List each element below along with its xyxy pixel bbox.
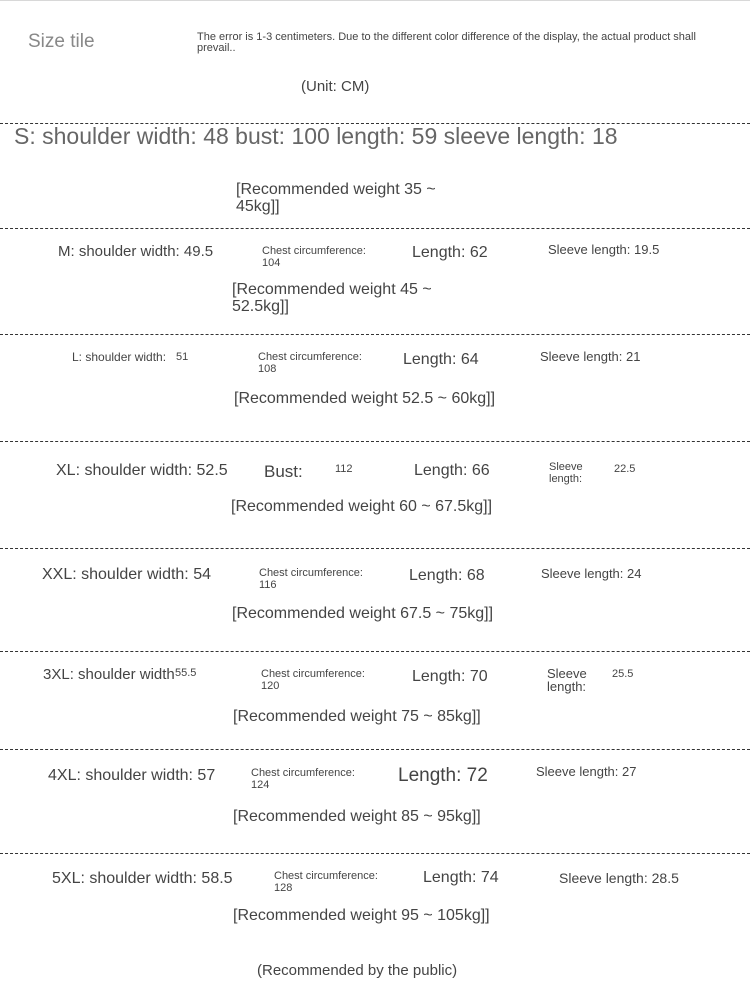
- size-xl-bust-value: 112: [335, 463, 353, 475]
- size-4xl-recommended-weight: [Recommended weight 85 ~ 95kg]]: [233, 808, 481, 825]
- size-3xl-chest-value: 120: [261, 680, 280, 692]
- size-l-sleeve: Sleeve length: 21: [540, 349, 641, 364]
- divider: [0, 228, 750, 229]
- size-l-shoulder-label: L: shoulder width:: [72, 350, 167, 364]
- size-5xl-sleeve: Sleeve length: 28.5: [559, 870, 679, 886]
- size-5xl-recommended-weight: [Recommended weight 95 ~ 105kg]]: [233, 907, 490, 924]
- size-m-shoulder: M: shoulder width: 49.5: [58, 243, 214, 260]
- size-5xl-chest-label: Chest circumference:: [274, 870, 378, 882]
- size-4xl-chest-value: 124: [251, 779, 270, 791]
- divider: [0, 334, 750, 335]
- size-5xl-chest-value: 128: [274, 882, 293, 894]
- top-border: [0, 0, 750, 1]
- size-3xl-shoulder-label: 3XL: shoulder width: [43, 666, 175, 683]
- size-xl-sleeve-label-1: Sleeve: [549, 461, 583, 473]
- size-xl-sleeve-value: 22.5: [614, 463, 636, 475]
- size-xl-recommended-weight: [Recommended weight 60 ~ 67.5kg]]: [231, 498, 493, 515]
- size-m-chest-label: Chest circumference:: [262, 245, 366, 257]
- divider: [0, 441, 750, 442]
- size-4xl-length: Length: 72: [398, 765, 488, 786]
- size-m-chest-value: 104: [262, 257, 281, 269]
- size-3xl-sleeve-value: 25.5: [612, 668, 634, 680]
- size-l-chest-label: Chest circumference:: [258, 351, 362, 363]
- size-3xl-sleeve-label-2: length:: [547, 679, 587, 694]
- size-xxl-shoulder: XXL: shoulder width: 54: [42, 566, 211, 583]
- size-xxl-chest-label: Chest circumference:: [259, 567, 363, 579]
- size-l-shoulder-value: 51: [176, 351, 189, 363]
- measurement-note: The error is 1-3 centimeters. Due to the different color difference of the display, the actual product shall prevail..: [197, 31, 696, 54]
- size-3xl-chest-label: Chest circumference:: [261, 668, 365, 680]
- unit-label: (Unit: CM): [301, 78, 370, 95]
- size-m-recommended-weight: [Recommended weight 45 ~ 52.5kg]]: [232, 281, 432, 315]
- size-xxl-length: Length: 68: [409, 567, 485, 584]
- size-l-recommended-weight: [Recommended weight 52.5 ~ 60kg]]: [234, 390, 496, 407]
- size-s-recommended-weight: [Recommended weight 35 ~ 45kg]]: [236, 181, 436, 215]
- size-3xl-length: Length: 70: [412, 668, 488, 685]
- size-l-length: Length: 64: [403, 351, 479, 368]
- size-chart-title: Size tile: [28, 31, 95, 52]
- size-xxl-sleeve: Sleeve length: 24: [541, 566, 642, 581]
- size-5xl-length: Length: 74: [423, 869, 499, 886]
- size-xl-shoulder: XL: shoulder width: 52.5: [56, 462, 228, 479]
- footer-note: (Recommended by the public): [257, 962, 458, 979]
- size-s-measurements: S: shoulder width: 48 bust: 100 length: 59 sleeve length: 18: [14, 123, 618, 149]
- size-4xl-sleeve: Sleeve length: 27: [536, 764, 637, 779]
- size-4xl-shoulder: 4XL: shoulder width: 57: [48, 767, 216, 784]
- size-xl-length: Length: 66: [414, 462, 490, 479]
- size-3xl-recommended-weight: [Recommended weight 75 ~ 85kg]]: [233, 708, 481, 725]
- size-3xl-shoulder-value: 55.5: [175, 667, 197, 679]
- size-l-chest-value: 108: [258, 363, 277, 375]
- divider: [0, 853, 750, 854]
- size-3xl-sleeve-label-1: Sleeve: [547, 666, 587, 681]
- size-4xl-chest-label: Chest circumference:: [251, 767, 355, 779]
- size-xl-bust-label: Bust:: [264, 462, 303, 481]
- size-m-sleeve: Sleeve length: 19.5: [548, 242, 660, 257]
- divider: [0, 749, 750, 750]
- size-xxl-recommended-weight: [Recommended weight 67.5 ~ 75kg]]: [232, 605, 494, 622]
- size-m-length: Length: 62: [412, 244, 488, 261]
- size-5xl-shoulder: 5XL: shoulder width: 58.5: [52, 870, 233, 887]
- divider: [0, 651, 750, 652]
- divider: [0, 548, 750, 549]
- size-xxl-chest-value: 116: [259, 579, 277, 591]
- size-xl-sleeve-label-2: length:: [549, 473, 583, 485]
